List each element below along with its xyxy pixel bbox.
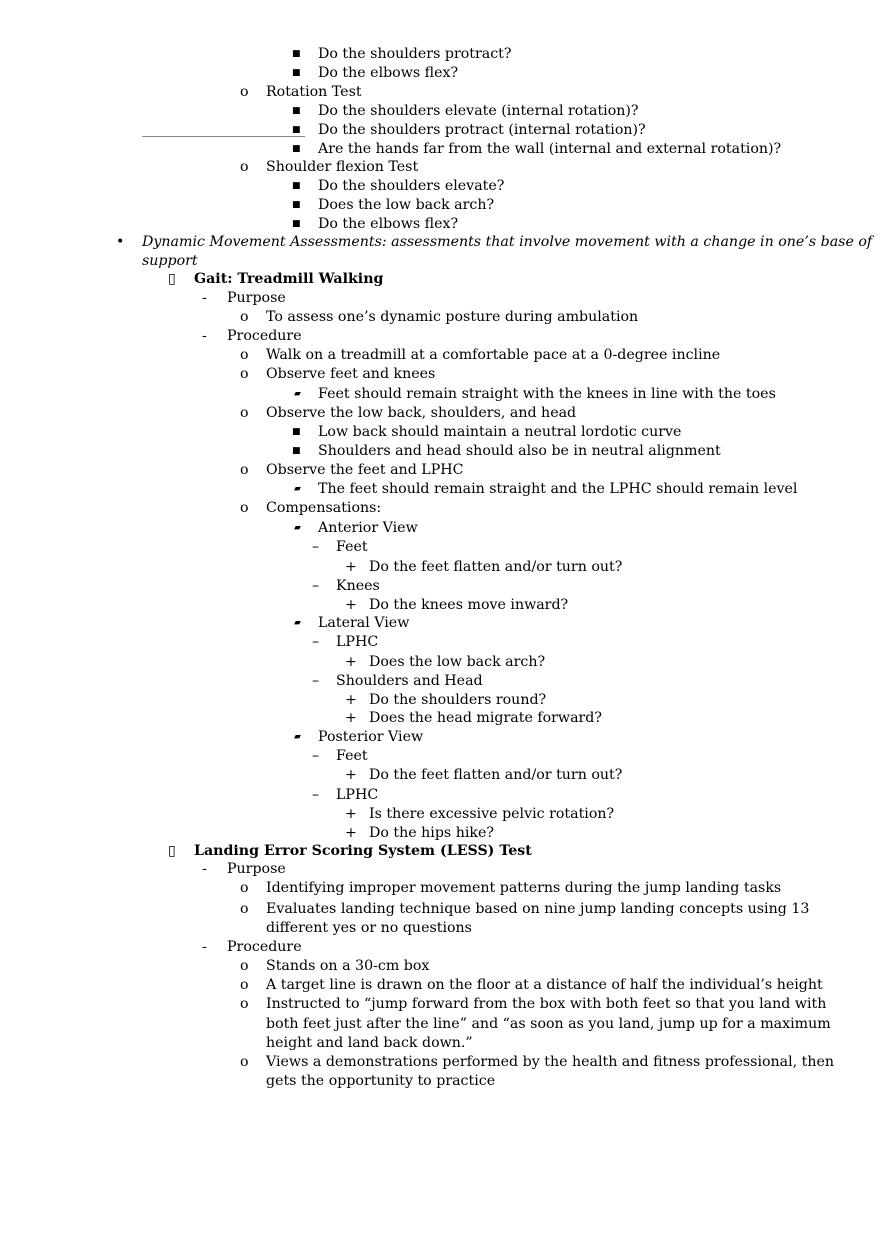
circle-bullet-icon: o <box>240 977 249 993</box>
square-bullet-icon: ■ <box>292 106 301 116</box>
plus-bullet-icon: + <box>345 559 357 575</box>
square-bullet-icon: ■ <box>292 219 301 229</box>
plus-bullet-icon: + <box>345 654 357 670</box>
circle-bullet-icon: o <box>240 880 249 896</box>
circle-bullet-icon: o <box>240 347 249 363</box>
plus-bullet-icon: + <box>345 825 357 841</box>
dash-bullet-icon: - <box>202 939 207 955</box>
plus-bullet-icon: + <box>345 806 357 822</box>
plus-bullet-icon: + <box>345 710 357 726</box>
circle-bullet-icon: o <box>240 462 249 478</box>
square-bullet-icon: ■ <box>292 181 301 191</box>
square-bullet-icon: ▰ <box>294 523 301 533</box>
dash-bullet-icon: – <box>312 787 320 803</box>
square-bullet-icon: ■ <box>292 125 301 135</box>
circle-bullet-icon: o <box>240 901 249 917</box>
circle-bullet-icon: o <box>240 958 249 974</box>
dash-bullet-icon: - <box>202 861 207 877</box>
square-bullet-icon: ▰ <box>294 389 301 399</box>
dash-bullet-icon: – <box>312 748 320 764</box>
plus-bullet-icon: + <box>345 767 357 783</box>
dash-bullet-icon: - <box>202 290 207 306</box>
circle-bullet-icon: o <box>240 309 249 325</box>
dash-bullet-icon: – <box>312 634 320 650</box>
circle-bullet-icon: o <box>240 996 249 1012</box>
plus-bullet-icon: + <box>345 692 357 708</box>
square-bullet-icon: ▰ <box>294 484 301 494</box>
square-bullet-icon: ■ <box>292 144 301 154</box>
horizontal-rule <box>142 136 305 137</box>
square-bullet-icon: ■ <box>292 446 301 456</box>
dash-bullet-icon: - <box>202 328 207 344</box>
document-page: ■ Do the shoulders protract? ■ Do the elbows flex? o Rotation Test ■ Do the shoulders elevate (internal rotation)? ■ Do the shoulders protract (internal rotation)? ■ Are the hands far from the wall (internal and external rotation)? o Shoulder flexion Test ■ Do the shoulders elevate? ■ Does the low back arch? ■ Do the elbows flex? • Dynamic Movement Assessments: assessments that involve movement with a change in one’s base of support ▯ Gait: Treadmill Walking - Purpose o To assess one’s dynamic posture during ambulation - Procedure o Walk on a treadmill at a comfortable pace at a 0-degree incline o Observe feet and knees ▰ Feet should remain straight with the knees in line with the toes o Observe the low back, shoulders, and head ■ Low back should maintain a neutral lordotic curve ■ Shoulders and head should also be in neutral alignment o Observe the feet and LPHC ▰ The feet should remain straight and the LPHC should remain level o Compensations: ▰ Anterior View – Feet + Do the feet flatten and/or turn out? – Knees + Do the knees move inward? ▰ Lateral View – LPHC + Does the low back arch? – Shoulders and Head + Do the shoulders round? + Does the head migrate forward? ▰ Posterior View – Feet + Do the feet flatten and/or turn out? – LPHC + Is there excessive pelvic rotation? + Do the hips hike? ▯ Landing Error Scoring System (LESS) Test - Purpose o Identifying improper movement patterns during the jump landing tasks o Evaluates landing technique based on nine jump landing concepts using 13 different yes or no questions - Procedure o Stands on a 30-cm box o A target line is drawn on the floor at a distance of half the individual’s height o Instructed to “jump forward from the box with both feet so that you land with both feet just after the line” and “as soon as you land, jump up for a maximum height and land back down.” o Views a demonstrations performed by the health and fitness professional, then gets the opportunity to practice <box>116 46 873 1089</box>
square-bullet-icon: ▰ <box>294 732 301 742</box>
square-bullet-icon: ■ <box>292 200 301 210</box>
dash-bullet-icon: – <box>312 578 320 594</box>
square-bullet-icon: ■ <box>292 49 301 59</box>
dash-bullet-icon: – <box>312 539 320 555</box>
circle-bullet-icon: o <box>240 1054 249 1070</box>
circle-bullet-icon: o <box>240 84 249 100</box>
square-bullet-icon: ■ <box>292 427 301 437</box>
circle-bullet-icon: o <box>240 405 249 421</box>
plus-bullet-icon: + <box>345 597 357 613</box>
circle-bullet-icon: o <box>240 159 249 175</box>
square-bullet-icon: ■ <box>292 68 301 78</box>
arrow-bullet-icon: ▯ <box>168 843 176 859</box>
circle-bullet-icon: o <box>240 500 249 516</box>
square-bullet-icon: ▰ <box>294 618 301 628</box>
dash-bullet-icon: – <box>312 673 320 689</box>
circle-bullet-icon: o <box>240 366 249 382</box>
dot-bullet-icon: • <box>116 234 125 250</box>
arrow-bullet-icon: ▯ <box>168 271 176 287</box>
